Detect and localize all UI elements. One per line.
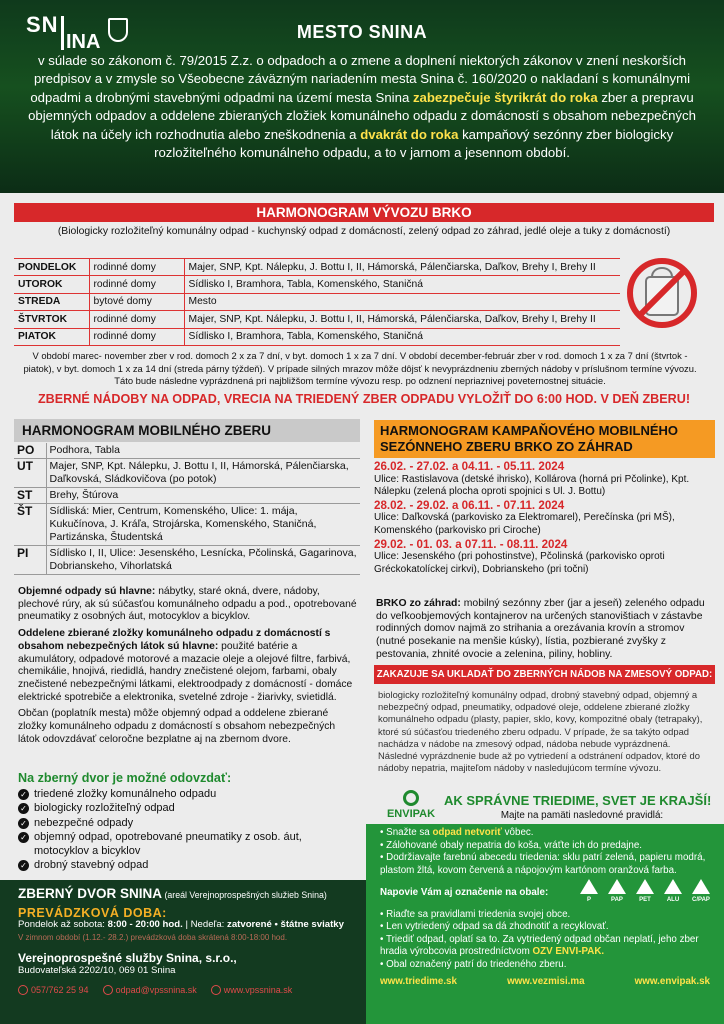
mobile-cell-places: Sídliská: Mier, Centrum, Komenského, Ulice: 1. mája, Kukučínova, J. Kráľa, Strojárska, Komenského, Staničná, Partizánska, Študentská [46, 504, 360, 546]
page-title: MESTO SNINA [296, 22, 428, 42]
brko-row [14, 259, 620, 276]
garden-brko-info: BRKO zo záhrad: mobilný sezónny zber (jar a jeseň) zeleného odpadu do veľkoobjemových kontajnerov na určených stanovištiach v zástavbe rodinných domov najmä zo strihania a orezávania krovín a stromov (nutné posekanie na menšie kúsky), lístia, pozbierané zvyšky z pestovania, zhnité ovocie a zelenina, piliny, hobliny. [376, 598, 705, 660]
collection-yard-title: Na zberný dvor je možné odovzdať: [18, 771, 232, 785]
yard-item [18, 858, 358, 872]
brko-row [14, 276, 620, 293]
mobile-cell-day: UT [14, 459, 46, 488]
brko-cell-streets: Sídlisko I, Bramhora, Tabla, Komenského, Staničná [184, 276, 620, 293]
intro-text: v súlade so zákonom č. 79/2015 Z.z. o odpadoch a o zmene a doplnení niektorých zákonov v znení neskorších predpisov a v zmysle so Všeobecne záväzným nariadením mesta Snina č. 160/2020 o nakladaní s komunálnymi odpadmi a drobnými stavebnými odpadmi na území mesta Snina zabezpečuje štyrikrát do roka zber a prepravu objemných odpadov a oddelene zbieraných zložiek komunálneho odpadu z domácností s obsahom nebezpečných látok na účely ich rozhodnutia alebo zneškodnenia a dvakrát do roka kampaňový sezónny zber biologicky rozložiteľného komunálneho odpadu, a to v jarnom a jesennom období. [28, 53, 696, 161]
brko-cell-day: PONDELOK [14, 259, 89, 276]
sorting-rules-box [366, 824, 724, 1024]
mobile-row [14, 443, 360, 459]
yard-title: ZBERNÝ DVOR SNINA (areál Verejnoprospešných služieb Snina) [18, 886, 327, 901]
checkmark-icon: ✓ [18, 860, 29, 871]
yard-item [18, 830, 358, 858]
mobile-row [14, 488, 360, 504]
yard-item [18, 816, 358, 830]
yard-item-label: nebezpečné odpady [34, 816, 134, 829]
symbol-label: PAP [611, 897, 623, 903]
globe-icon [211, 985, 221, 995]
symbol-label: PET [639, 897, 651, 903]
no-plastic-bag-icon [626, 257, 698, 329]
mobile-cell-places: Brehy, Štúrova [46, 488, 360, 504]
mobile-schedule-title: HARMONOGRAM MOBILNÉHO ZBERU [14, 419, 360, 442]
mobile-schedule-table [14, 443, 360, 575]
brko-cell-type: rodinné domy [89, 328, 184, 345]
triangle-icon [636, 879, 654, 894]
opening-hours: Pondelok až sobota: 8:00 - 20:00 hod. | Nedeľa: zatvorené • štátne sviatky [18, 919, 344, 930]
citizen-info: Občan (poplatník mesta) môže objemný odpad a oddelene zbierané zložky komunálneho odpadu z domácností s obsahom nebezpečných látok odovzdávať celoročne bezplatne aj na zbernom dvore. [18, 708, 336, 745]
mobile-cell-day: PO [14, 443, 46, 459]
campaign-dates: 29.02. - 01. 03. a 07.11. - 08.11. 2024 [374, 537, 568, 551]
yard-item-label: triedené zložky komunálneho odpadu [34, 788, 217, 801]
yard-item [18, 801, 358, 815]
brko-cell-day: STREDA [14, 293, 89, 310]
brko-cell-type: rodinné domy [89, 259, 184, 276]
brko-cell-type: rodinné domy [89, 276, 184, 293]
rule-item: • Snažte sa odpad netvoriť vôbec. [380, 827, 534, 838]
phone-icon [18, 985, 28, 995]
brko-subtitle: (Biologicky rozložiteľný komunálny odpad - kuchynský odpad z domácností, zelený odpad zo záhrad, jedlé oleje a tuky z domácností) [57, 226, 671, 237]
brko-cell-streets: Sídlisko I, Bramhora, Tabla, Komenského, Staničná [184, 328, 620, 345]
mobile-cell-day: PI [14, 546, 46, 575]
logo-text-bottom: INA [66, 31, 101, 53]
web-link[interactable]: www.vezmisi.ma [507, 976, 585, 987]
yard-item [18, 787, 358, 801]
checkmark-icon: ✓ [18, 832, 29, 843]
rule-item: • Dodržiavajte farebnú abecedu triedenia: sklu patrí zelená, papieru modrá, plastom žltá, kovom červená a nápojovým kartónom oranžová farba. [380, 852, 706, 876]
brko-cell-streets: Majer, SNP, Kpt. Nálepku, J. Bottu I, II, Hámorská, Pálenčiarska, Daľkov, Brehy I, Brehy II [184, 259, 620, 276]
mobile-cell-places: Sídlisko I, II, Ulice: Jesenského, Lesnícka, Pčolinská, Gagarinova, Dobrianskeho, Vihorlatská [46, 546, 360, 575]
bulky-waste-info: Objemné odpady sú hlavne: nábytky, staré okná, dvere, nádoby, plechové rúry, ak sú súčasťou komunálneho odpadu a pod., opotrebované pneumatiky z osobných áut, motocyklov a bicyklov. [18, 586, 357, 623]
symbol-label: C/PAP [692, 897, 710, 903]
brko-cell-streets: Majer, SNP, Kpt. Nálepku, J. Bottu I, II, Hámorská, Pálenčiarska, Daľkov, Brehy I, Brehy II [184, 311, 620, 328]
mobile-row [14, 546, 360, 575]
symbol-label: P [586, 897, 591, 903]
opening-hours-title: PREVÁDZKOVÁ DOBA: [18, 905, 167, 920]
rule-item: • Len vytriedený odpad sa dá zhodnotiť a recyklovať. [380, 921, 609, 932]
logo-text-top: SN [26, 12, 59, 37]
brko-row [14, 328, 620, 345]
contacts [18, 984, 348, 997]
email-icon [103, 985, 113, 995]
web-link[interactable]: www.envipak.sk [634, 976, 710, 987]
triangle-icon [580, 879, 598, 894]
campaign-schedule [374, 461, 714, 577]
mobile-cell-places: Podhora, Tabla [46, 443, 360, 459]
checkmark-icon: ✓ [18, 803, 29, 814]
recycle-symbol-icon [636, 879, 654, 907]
forbidden-title: ZAKAZUJE SA UKLADAŤ DO ZBERNÝCH NÁDOB NA ZMESOVÝ ODPAD: [374, 665, 715, 684]
yard-item-label: biologicky rozložiteľný odpad [34, 802, 175, 815]
mobile-cell-day: ST [14, 488, 46, 504]
mobile-row [14, 504, 360, 546]
envipak-logo: ENVIPAK [386, 790, 436, 830]
brko-cell-day: PIATOK [14, 328, 89, 345]
envipak-slogan: AK SPRÁVNE TRIEDIME, SVET JE KRAJŠÍ! [444, 793, 712, 808]
header [0, 0, 724, 193]
campaign-dates: 26.02. - 27.02. a 04.11. - 05.11. 2024 [374, 460, 565, 473]
packaging-symbols-row: Napovie Vám aj označenie na obale: P PAP PET ALU C/PAP [380, 879, 710, 907]
collection-yard-footer [0, 880, 366, 1024]
brko-row [14, 293, 620, 310]
forbidden-text: biologicky rozložiteľný komunálny odpad, drobný stavebný odpad, objemný a nebezpečný odpad, pneumatiky, odpadové oleje, oddelene zbierané zložky komunálneho odpadu (plasty, papier, sklo, kovy, kompozitné obaly (tetrapaky), ktoré sú súčasťou triedeného zberu odpadu. V prípade, že sa takýto odpad nachádza v nádobe na zmesový odpad, nádoba nebude vyprázdnená. Následné vyprázdnenie bude až po vytriedení a odstránení odpadov, ktoré do nádoby nepatria, majiteľom nádoby v nasledujúcom termíne vývozu. [378, 689, 703, 774]
checkmark-icon: ✓ [18, 789, 29, 800]
campaign-locations: Ulice: Rastislavova (detské ihrisko), Kollárova (horná pri Pčolinke), Kpt. Nálepku (zelená plocha oproti spojnici s Ul. J. Bottu) [374, 473, 690, 498]
campaign-locations: Ulice: Daľkovská (parkovisko za Elektromarel), Perečínska (pri MŠ), Komenského (parkovisko pri Ciroche) [374, 512, 675, 536]
collection-yard-list [18, 771, 358, 872]
waste-info [18, 586, 358, 750]
recycle-symbol-icon [692, 879, 710, 907]
recycle-symbol-icon [580, 879, 598, 907]
brko-cell-day: UTOROK [14, 276, 89, 293]
campaign-title: HARMONOGRAM KAMPAŇOVÉHO MOBILNÉHO SEZÓNNEHO ZBERU BRKO ZO ZÁHRAD [374, 420, 715, 458]
phone-contact[interactable]: 057/762 25 94 [18, 984, 89, 997]
rules-intro: Majte na pamäti nasledovné pravidlá: [500, 810, 664, 821]
rule-item: • Triediť odpad, oplatí sa to. Za vytriedený odpad občan neplatí, jeho zber hradia výrobcovia prostredníctvom OZV ENVI-PAK. [380, 933, 699, 957]
rule-item: • Riaďte sa pravidlami triedenia svojej obce. [380, 908, 571, 920]
recycling-symbols [580, 879, 710, 907]
brko-note: V období marec- november zber v rod. domoch 2 x za 7 dní, v byt. domoch 1 x za 7 dní. V období december-február zber v rod. domoch 1 x za 7 dní (štvrtok - piatok), v byt. domoch 1 x za 14 dní (streda párny týždeň). V prípade silných mrazov môže dôjsť k nevyprázdneniu zberných nádoby v príslušnom termíne vývozu. Táto bude následne vyprázdnená pri najbližšom termíne vývozu resp. po odznení nepriaznivej poveternostnej situácie. [23, 350, 697, 387]
recycle-leaf-icon [403, 790, 419, 806]
mobile-cell-day: ŠT [14, 504, 46, 546]
brko-cell-type: rodinné domy [89, 311, 184, 328]
campaign-locations: Ulice: Jesenského (pri pohostinstve), Pčolinská (parkovisko oproti Gréckokatolíckej cirkvi), Dobrianskeho (pri točni) [374, 551, 665, 575]
rule-item: • Obal označený patrí do triedeného zberu. [380, 958, 567, 970]
brko-cell-streets: Mesto [184, 293, 620, 310]
deadline-notice: ZBERNÉ NÁDOBY NA ODPAD, VRECIA NA TRIEDENÝ ZBER ODPADU VYLOŽIŤ DO 6:00 HOD. V DEŇ ZBERU! [37, 392, 691, 406]
winter-hours: V zimnom období (1.12.- 28.2.) prevádzková doba skrátená 8:00-18:00 hod. [18, 932, 288, 942]
web-link[interactable]: www.triedime.sk [380, 976, 457, 987]
rule-item: • Zálohované obaly nepatria do koša, vráťte ich do predajne. [380, 839, 642, 851]
email-link[interactable]: odpad@vpssnina.sk [103, 984, 197, 997]
triangle-icon [664, 879, 682, 894]
web-links [380, 976, 710, 989]
brko-schedule-table [14, 258, 620, 346]
website-link[interactable]: www.vpssnina.sk [211, 984, 293, 997]
yard-item-label: drobný stavebný odpad [34, 859, 149, 872]
hazardous-waste-info: Oddelene zbierané zložky komunálneho odpadu z domácností s obsahom nebezpečných látok sú hlavne: použité batérie a akumulátory, odpadové motorové a mazacie oleje a olejové filtre, farbivá, chemikálie, hnojivá, riedidlá, handry znečistené olejom, farbami, obaly znečistené nebezpečnými látkami, elektroodpady z domácností - domáce elektrické spotrebiče a elektronika, svetelné zdroje - žiarivky, svietidlá. [18, 628, 353, 703]
campaign-dates: 28.02. - 29.02. a 06.11. - 07.11. 2024 [374, 498, 565, 512]
mobile-cell-places: Majer, SNP, Kpt. Nálepku, J. Bottu I, II, Hámorská, Pálenčiarska, Daľkovská, Sládkovičova (po potok) [46, 459, 360, 488]
triangle-icon [692, 879, 710, 894]
brko-cell-day: ŠTVRTOK [14, 311, 89, 328]
recycle-symbol-icon [664, 879, 682, 907]
brko-cell-type: bytové domy [89, 293, 184, 310]
mobile-row [14, 459, 360, 488]
brko-title: HARMONOGRAM VÝVOZU BRKO [14, 203, 714, 222]
checkmark-icon: ✓ [18, 818, 29, 829]
recycle-symbol-icon [608, 879, 626, 907]
symbol-label: ALU [666, 897, 680, 903]
brko-row [14, 311, 620, 328]
organization-address: Budovateľská 2202/10, 069 01 Snina [18, 964, 176, 976]
yard-item-label: objemný odpad, opotrebované pneumatiky z osob. áut, motocyklov a bicyklov [34, 830, 302, 858]
organization-name: Verejnoprospešné služby Snina, s.r.o., [18, 951, 237, 965]
triangle-icon [608, 879, 626, 894]
